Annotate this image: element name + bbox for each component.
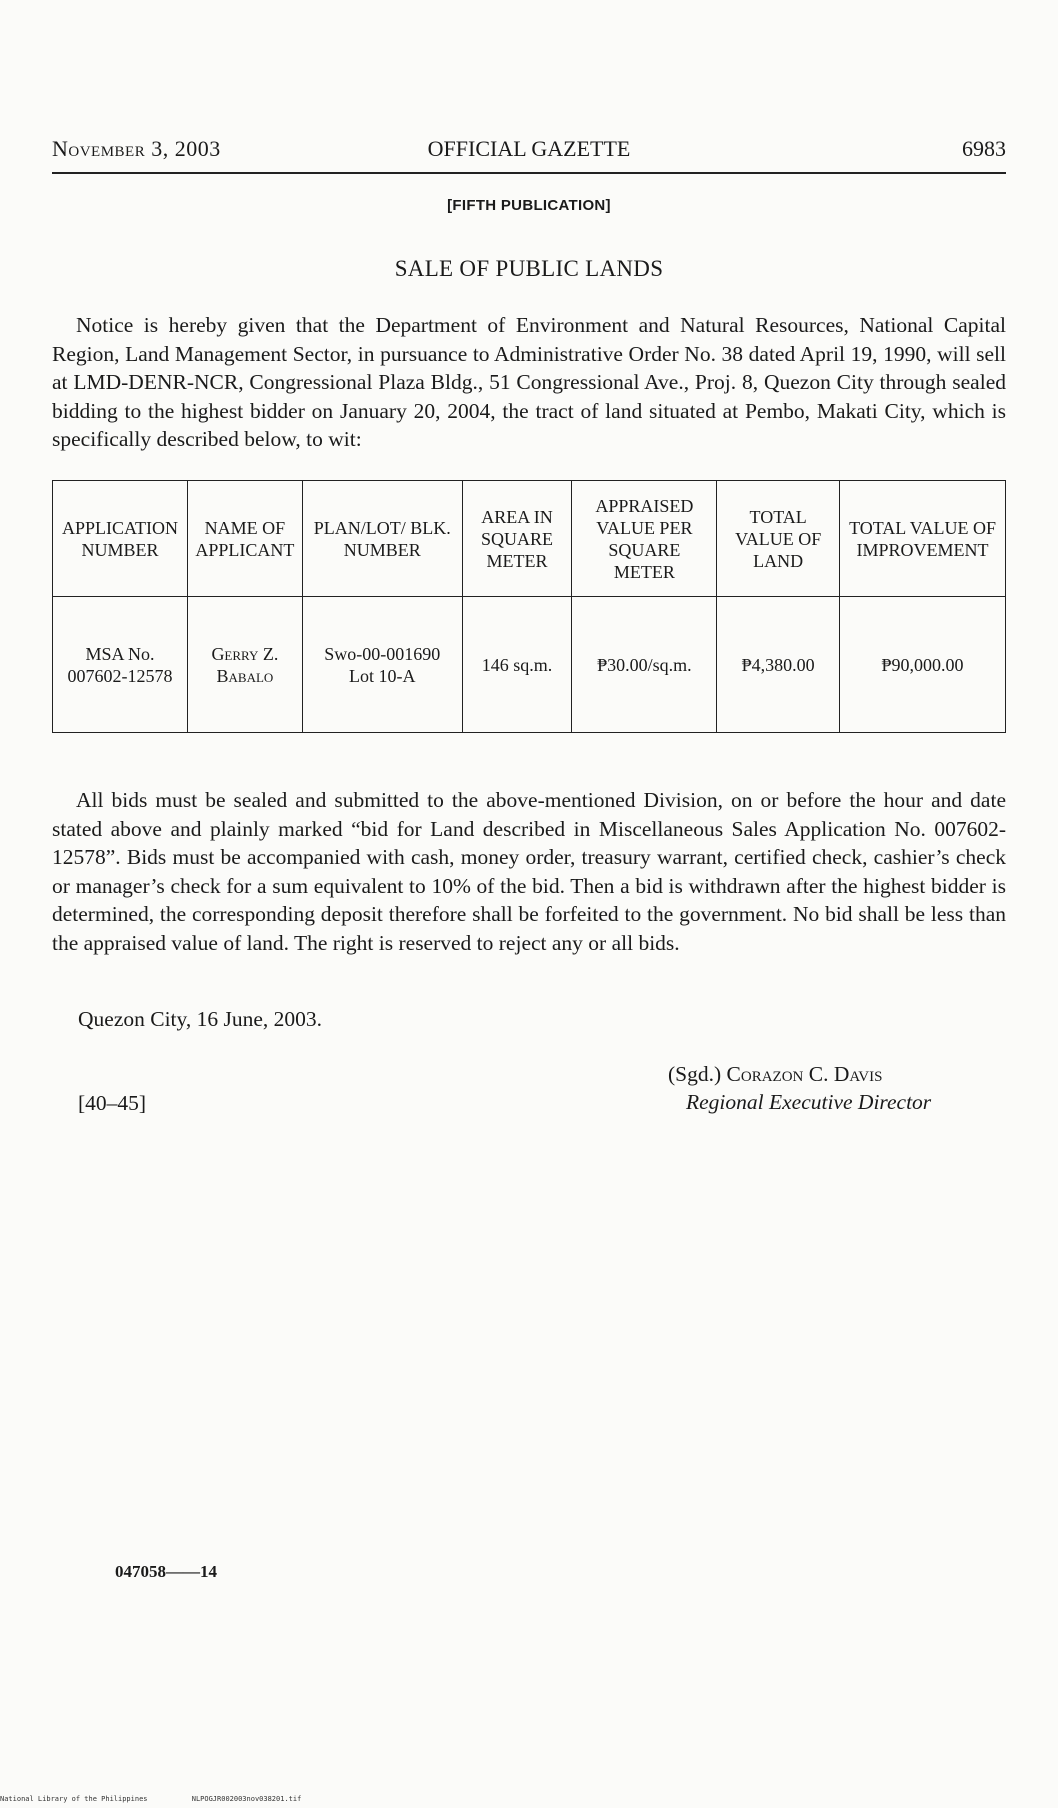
table-header-row <box>53 481 1006 597</box>
page-header <box>52 136 1006 168</box>
header-total-value-improvement: TOTAL VALUE OF IMPROVEMENT <box>840 481 1006 597</box>
application-number-line1: MSA No. <box>85 643 155 664</box>
footer-file: NLPOGJR002003nov038201.tif <box>191 1795 302 1803</box>
header-total-value-land: TOTAL VALUE OF LAND <box>717 481 840 597</box>
applicant-line2: Babalo <box>216 665 274 686</box>
cell-area: 146 sq.m. <box>462 597 572 733</box>
publication-name: OFFICIAL GAZETTE <box>427 136 631 161</box>
signatory-name: Corazon C. Davis <box>726 1062 883 1086</box>
signature-prefix: (Sgd.) <box>668 1062 722 1086</box>
issue-date: November 3, 2003 <box>52 136 221 161</box>
cell-total-value-land: ₱4,380.00 <box>717 597 840 733</box>
application-number-line2: 007602-12578 <box>67 665 173 686</box>
notice-title: SALE OF PUBLIC LANDS <box>394 256 664 281</box>
header-name-of-applicant: NAME OF APPLICANT <box>187 481 302 597</box>
cell-total-value-improvement: ₱90,000.00 <box>840 597 1006 733</box>
header-rule <box>52 172 1006 174</box>
page-number: 6983 <box>962 136 1006 161</box>
header-appraised-value: APPRAISED VALUE PER SQUARE METER <box>572 481 717 597</box>
applicant-line1: Gerry Z. <box>211 643 279 664</box>
serial-number: 047058——14 <box>115 1562 217 1581</box>
header-plan-lot-blk: PLAN/LOT/ BLK. NUMBER <box>302 481 462 597</box>
plan-line1: Swo-00-001690 <box>324 643 441 664</box>
publication-tag: [FIFTH PUBLICATION] <box>447 197 611 214</box>
gazette-page <box>52 0 1006 1808</box>
table-row <box>53 597 1006 733</box>
cell-appraised-value: ₱30.00/sq.m. <box>572 597 717 733</box>
header-area: AREA IN SQUARE METER <box>462 481 572 597</box>
cell-application-number <box>53 597 188 733</box>
header-application-number: APPLICATION NUMBER <box>53 481 188 597</box>
scan-footer <box>0 1795 301 1803</box>
cell-plan <box>302 597 462 733</box>
notice-paragraph: Notice is hereby given that the Department of Environment and Natural Resources, National Capital Region, Land Management Sector, in pursuance to Administrative Order No. 38 dated April 19, 1990, will sell at LMD-DENR-NCR, Congressional Plaza Bldg., 51 Congressional Ave., Proj. 8, Quezon City through sealed bidding to the highest bidder on January 20, 2004, the tract of land situated at Pembo, Makati City, which is specifically described below, to wit: <box>52 313 1006 452</box>
footer-library: National Library of the Philippines <box>0 1795 148 1803</box>
place-date: Quezon City, 16 June, 2003. <box>78 1007 323 1031</box>
land-table <box>52 480 1006 733</box>
signature-line <box>668 1062 882 1087</box>
plan-line2: Lot 10-A <box>348 665 416 686</box>
signatory-title: Regional Executive Director <box>686 1090 932 1114</box>
cell-applicant <box>187 597 302 733</box>
bids-paragraph: All bids must be sealed and submitted to the above-mentioned Division, on or before the hour and date stated above and plainly marked “bid for Land described in Miscellaneous Sales Application No. 007602-12578”. Bids must be accompanied with cash, money order, treasury warrant, certified check, cashier’s check or manager’s check for a sum equivalent to 10% of the bid. Then a bid is withdrawn after the highest bidder is determined, the corresponding deposit therefore shall be forfeited to the government. No bid shall be less than the appraised value of land. The right is reserved to reject any or all bids. <box>52 788 1006 955</box>
publication-reference: [40–45] <box>78 1091 147 1115</box>
